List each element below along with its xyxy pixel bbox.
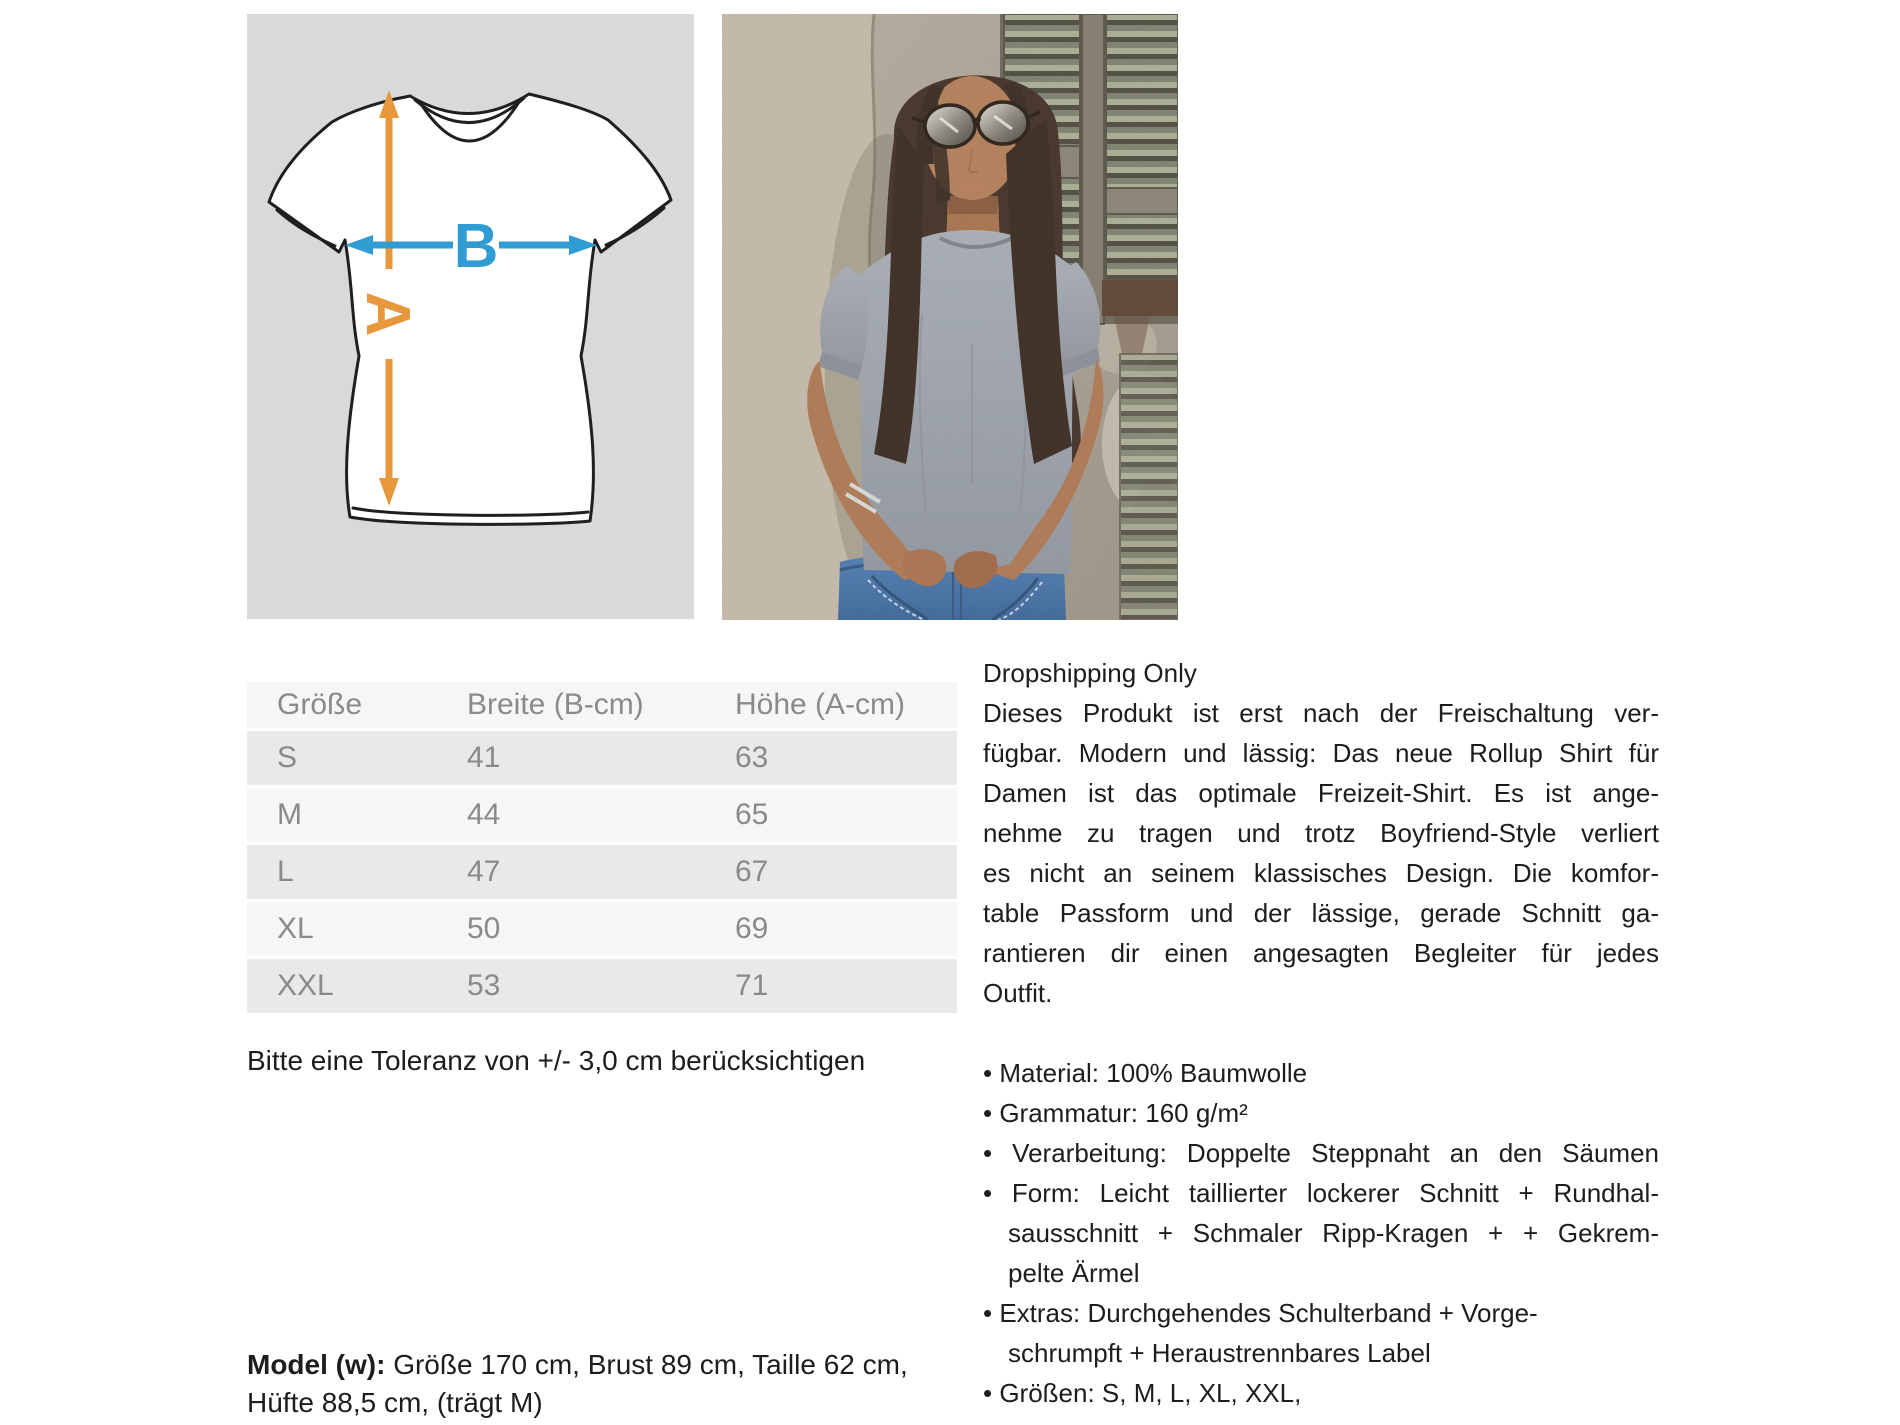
tolerance-note: Bitte eine Toleranz von +/- 3,0 cm berücksichtigen bbox=[247, 1045, 866, 1076]
tshirt-outline-icon bbox=[269, 94, 671, 524]
model-info-line1: Größe 170 cm, Brust 89 cm, Taille 62 cm, bbox=[385, 1349, 908, 1380]
table-row bbox=[247, 959, 957, 1016]
table-cell: XL bbox=[277, 912, 314, 945]
table-cell: 63 bbox=[735, 741, 769, 774]
column-header: Größe bbox=[277, 688, 363, 721]
description-line: nehme zu tragen und trotz Boyfriend-Style verliert bbox=[983, 818, 1659, 848]
description-line: table Passform und der lässige, gerade Schnitt ga- bbox=[983, 898, 1659, 928]
model-info bbox=[247, 1346, 1007, 1422]
description-line: Dropshipping Only bbox=[983, 658, 1197, 688]
description-line: • Grammatur: 160 g/m² bbox=[983, 1098, 1248, 1128]
table-cell: 50 bbox=[467, 912, 501, 945]
photo-texture bbox=[722, 14, 1178, 620]
description-line: schrumpft + Heraustrennbares Label bbox=[1008, 1338, 1431, 1368]
column-header: Höhe (A-cm) bbox=[735, 688, 906, 721]
model-photo-illustration bbox=[722, 14, 1178, 620]
table-cell: XXL bbox=[277, 969, 334, 1002]
model-info-line2: Hüfte 88,5 cm, (trägt M) bbox=[247, 1387, 543, 1418]
size-chart-table bbox=[247, 682, 957, 1016]
description-line: Dieses Produkt ist erst nach der Freischaltung ver- bbox=[983, 698, 1659, 728]
table-cell: M bbox=[277, 798, 302, 831]
table-cell: 69 bbox=[735, 912, 769, 945]
table-row bbox=[247, 731, 957, 788]
product-photo bbox=[722, 14, 1178, 620]
table-cell: 53 bbox=[467, 969, 501, 1002]
table-cell: 47 bbox=[467, 855, 501, 888]
table-cell: 67 bbox=[735, 855, 769, 888]
table-cell: 71 bbox=[735, 969, 769, 1002]
size-diagram-panel bbox=[247, 14, 694, 619]
description-line: • Material: 100% Baumwolle bbox=[983, 1058, 1308, 1088]
table-cell: L bbox=[277, 855, 294, 888]
description-line: • Größen: S, M, L, XL, XXL, bbox=[983, 1378, 1302, 1408]
description-line: fügbar. Modern und lässig: Das neue Rollup Shirt für bbox=[983, 738, 1659, 768]
table-cell: 41 bbox=[467, 741, 501, 774]
table-header-row bbox=[247, 682, 957, 731]
table-row bbox=[247, 845, 957, 902]
description-line: Outfit. bbox=[983, 978, 1053, 1008]
description-line: • Form: Leicht taillierter lockerer Schnitt + Rundhal- bbox=[983, 1178, 1659, 1208]
description-line: pelte Ärmel bbox=[1008, 1258, 1140, 1288]
table-row bbox=[247, 902, 957, 959]
table-cell: 44 bbox=[467, 798, 501, 831]
table-row bbox=[247, 788, 957, 845]
description-line: • Extras: Durchgehendes Schulterband + Vorge- bbox=[983, 1298, 1538, 1328]
description-line: • Verarbeitung: Doppelte Steppnaht an den Säumen bbox=[983, 1138, 1659, 1168]
table-cell: S bbox=[277, 741, 298, 774]
table-cell: 65 bbox=[735, 798, 769, 831]
model-info-label: Model (w): bbox=[247, 1349, 386, 1380]
measure-label-b: B bbox=[453, 212, 499, 281]
column-header: Breite (B-cm) bbox=[467, 688, 644, 721]
tshirt-measurement-diagram bbox=[247, 14, 694, 619]
description-line: Damen ist das optimale Freizeit-Shirt. Es ist ange- bbox=[983, 778, 1659, 808]
description-line: rantieren dir einen angesagten Begleiter für jedes bbox=[983, 938, 1659, 968]
measure-label-a: A bbox=[353, 291, 422, 337]
product-description bbox=[983, 653, 1659, 1413]
paragraph-gap bbox=[983, 1013, 1659, 1053]
description-line: sausschnitt + Schmaler Ripp-Kragen + + Gekrem- bbox=[1008, 1218, 1659, 1248]
description-line: es nicht an seinem klassisches Design. Die komfor- bbox=[983, 858, 1659, 888]
